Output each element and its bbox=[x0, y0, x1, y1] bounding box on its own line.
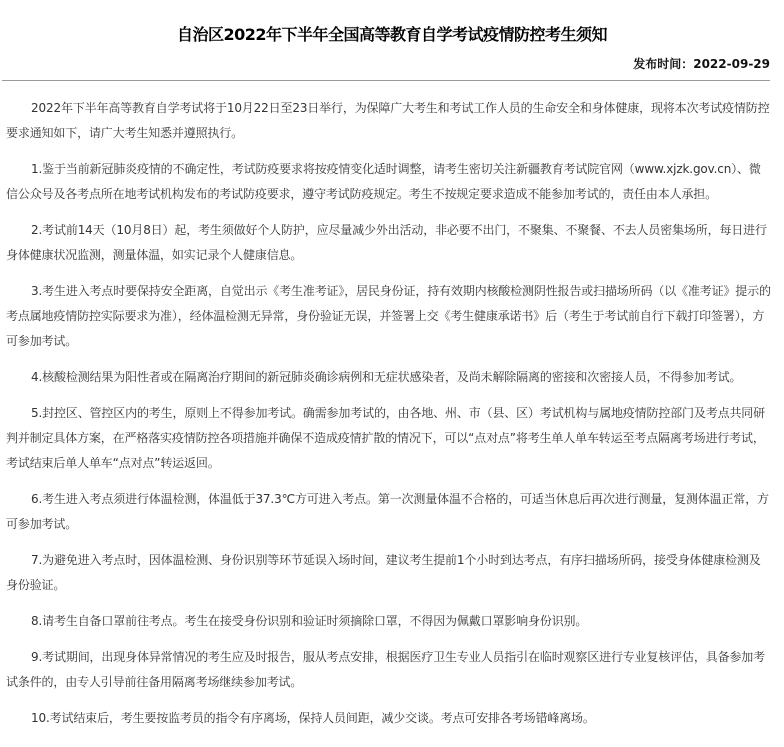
article-body bbox=[6, 96, 771, 742]
notice-item-9: 9.考试期间，出现身体异常情况的考生应及时报告，服从考点安排，根据医疗卫生专业人员指引在临时观察区进行专业复核评估，具备参加考试条件的，由专人引导前往备用隔离考场继续参加考试。 bbox=[6, 650, 766, 689]
notice-item-1: 1.鉴于当前新冠肺炎疫情的不确定性，考试防疫要求将按疫情变化适时调整，请考生密切关注新疆教育考试院官网（www.xjzk.gov.cn）、微信公众号及各考点所在地考试机构发布的考试防疫要求，遵守考试防疫规定。考生不按规定要求造成不能参加考试的，责任由本人承担。 bbox=[6, 162, 761, 201]
publish-label: 发布时间： bbox=[633, 57, 694, 71]
notice-item-6: 6.考生进入考点须进行体温检测，体温低于37.3℃方可进入考点。第一次测量体温不合格的，可适当休息后再次进行测量，复测体温正常，方可参加考试。 bbox=[6, 492, 769, 531]
notice-item-7: 7.为避免进入考点时，因体温检测、身份识别等环节延误入场时间，建议考生提前1个小时到达考点，有序扫描场所码，接受身体健康检测及身份验证。 bbox=[6, 553, 761, 592]
intro-paragraph: 2022年下半年高等教育自学考试将于10月22日至23日举行，为保障广大考生和考试工作人员的生命安全和身体健康，现将本次考试疫情防控要求通知如下，请广大考生知悉并遵照执行。 bbox=[6, 101, 770, 140]
notice-item-4: 4.核酸检测结果为阳性者或在隔离治疗期间的新冠肺炎确诊病例和无症状感染者，及尚未解除隔离的密接和次密接人员，不得参加考试。 bbox=[31, 370, 742, 384]
notice-item-8: 8.请考生自备口罩前往考点。考生在接受身份识别和验证时须摘除口罩，不得因为佩戴口罩影响身份识别。 bbox=[31, 614, 588, 628]
notice-item-10: 10.考试结束后，考生要按监考员的指令有序离场，保持人员间距，减少交谈。考点可安排各考场错峰离场。 bbox=[31, 711, 595, 725]
notice-item-3: 3.考生进入考点时要保持安全距离，自觉出示《考生准考证》，居民身份证，持有效期内核酸检测阴性报告或扫描场所码（以《准考证》提示的考点属地疫情防控实际要求为准），经体温检测无异常，身份验证无误，并签署上交《考生健康承诺书》后（考生于考试前自行下载打印签署），方可参加考试。 bbox=[6, 284, 771, 348]
page-title: 自治区2022年下半年全国高等教育自学考试疫情防控考生须知 bbox=[176, 24, 608, 44]
publish-info bbox=[633, 55, 770, 73]
header-divider bbox=[2, 80, 770, 81]
notice-item-5: 5.封控区、管控区内的考生，原则上不得参加考试。确需参加考试的，由各地、州、市（县、区）考试机构与属地疫情防控部门及考点共同研判并制定具体方案，在严格落实疫情防控各项措施并确保不造成疫情扩散的情况下，可以“点对点”将考生单人单车转运至考点隔离考场进行考试，考试结束后单人单车“点对点”转运返回。 bbox=[6, 406, 766, 470]
publish-date: 2022-09-29 bbox=[693, 57, 770, 71]
notice-item-2: 2.考试前14天（10月8日）起，考生须做好个人防护，应尽量减少外出活动，非必要不出门，不聚集、不聚餐、不去人员密集场所，每日进行身体健康状况监测，测量体温，如实记录个人健康信息。 bbox=[6, 223, 767, 262]
